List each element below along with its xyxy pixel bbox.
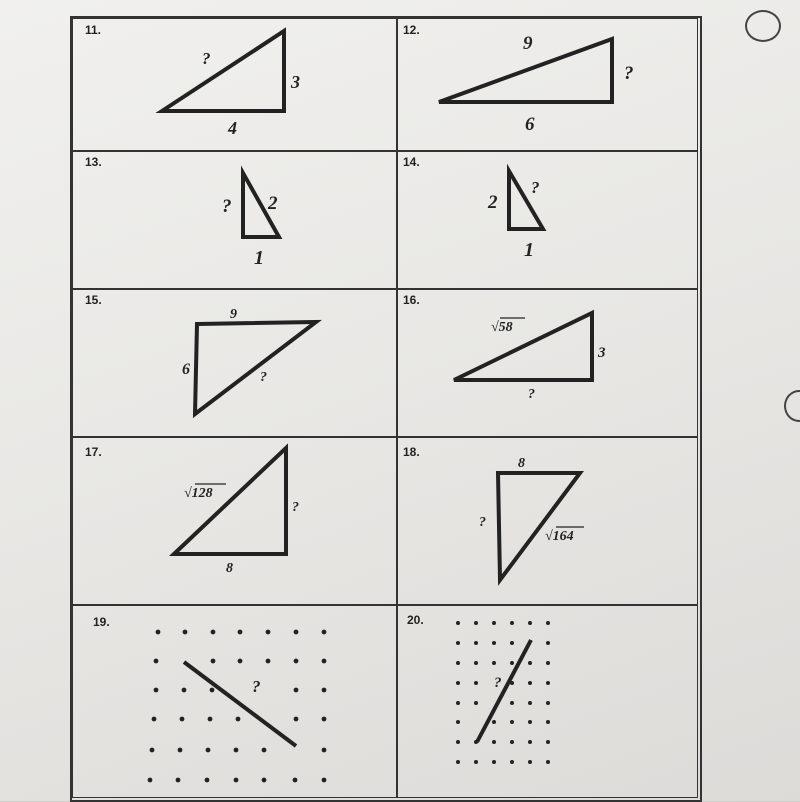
radical-bars (195, 318, 584, 527)
triangle-15 (195, 322, 316, 414)
label-left-15: 6 (182, 361, 190, 378)
label-q-19: ? (252, 677, 261, 696)
label-hyp-16: √58 (491, 320, 513, 335)
label-hyp-11: ? (202, 49, 211, 68)
problem-number: 12. (403, 23, 420, 37)
problem-number: 18. (403, 445, 420, 459)
label-leg-17: ? (292, 500, 299, 515)
label-base-17: 8 (226, 561, 233, 576)
problem-number: 13. (85, 155, 102, 169)
problem-number: 19. (93, 615, 110, 629)
label-hyp-13: 2 (268, 193, 278, 214)
label-leg-14: 2 (488, 192, 498, 213)
label-base-13: 1 (254, 247, 264, 269)
label-leg-12: ? (624, 63, 634, 84)
label-base-14: 1 (524, 239, 534, 261)
label-leg-11: 3 (291, 72, 300, 92)
label-base-16: ? (528, 387, 535, 402)
problem-number: 11. (85, 23, 102, 37)
label-left-18: ? (479, 515, 486, 530)
problem-number: 15. (85, 293, 102, 307)
label-hyp-15: ? (260, 370, 267, 385)
triangle-11 (162, 31, 284, 111)
line-segment-20 (477, 640, 531, 742)
triangle-16 (454, 313, 592, 380)
label-leg-16: 3 (598, 345, 606, 361)
label-hyp-12: 9 (523, 33, 533, 54)
label-base-11: 4 (228, 118, 237, 138)
label-base-12: 6 (525, 114, 535, 135)
problem-number: 17. (85, 445, 102, 459)
label-hyp-18: √164 (545, 529, 574, 544)
triangle-17 (174, 448, 286, 554)
label-leg-13: ? (222, 196, 232, 217)
line-segment-19 (184, 662, 296, 746)
problem-number: 14. (403, 155, 420, 169)
label-top-15: 9 (230, 307, 237, 322)
label-hyp-14: ? (531, 178, 540, 197)
label-q-20: ? (494, 675, 502, 691)
problem-number: 16. (403, 293, 420, 307)
label-top-18: 8 (518, 456, 525, 471)
label-hyp-17: √128 (184, 486, 213, 501)
dot-grid-19 (148, 630, 327, 783)
problem-number: 20. (407, 613, 424, 627)
